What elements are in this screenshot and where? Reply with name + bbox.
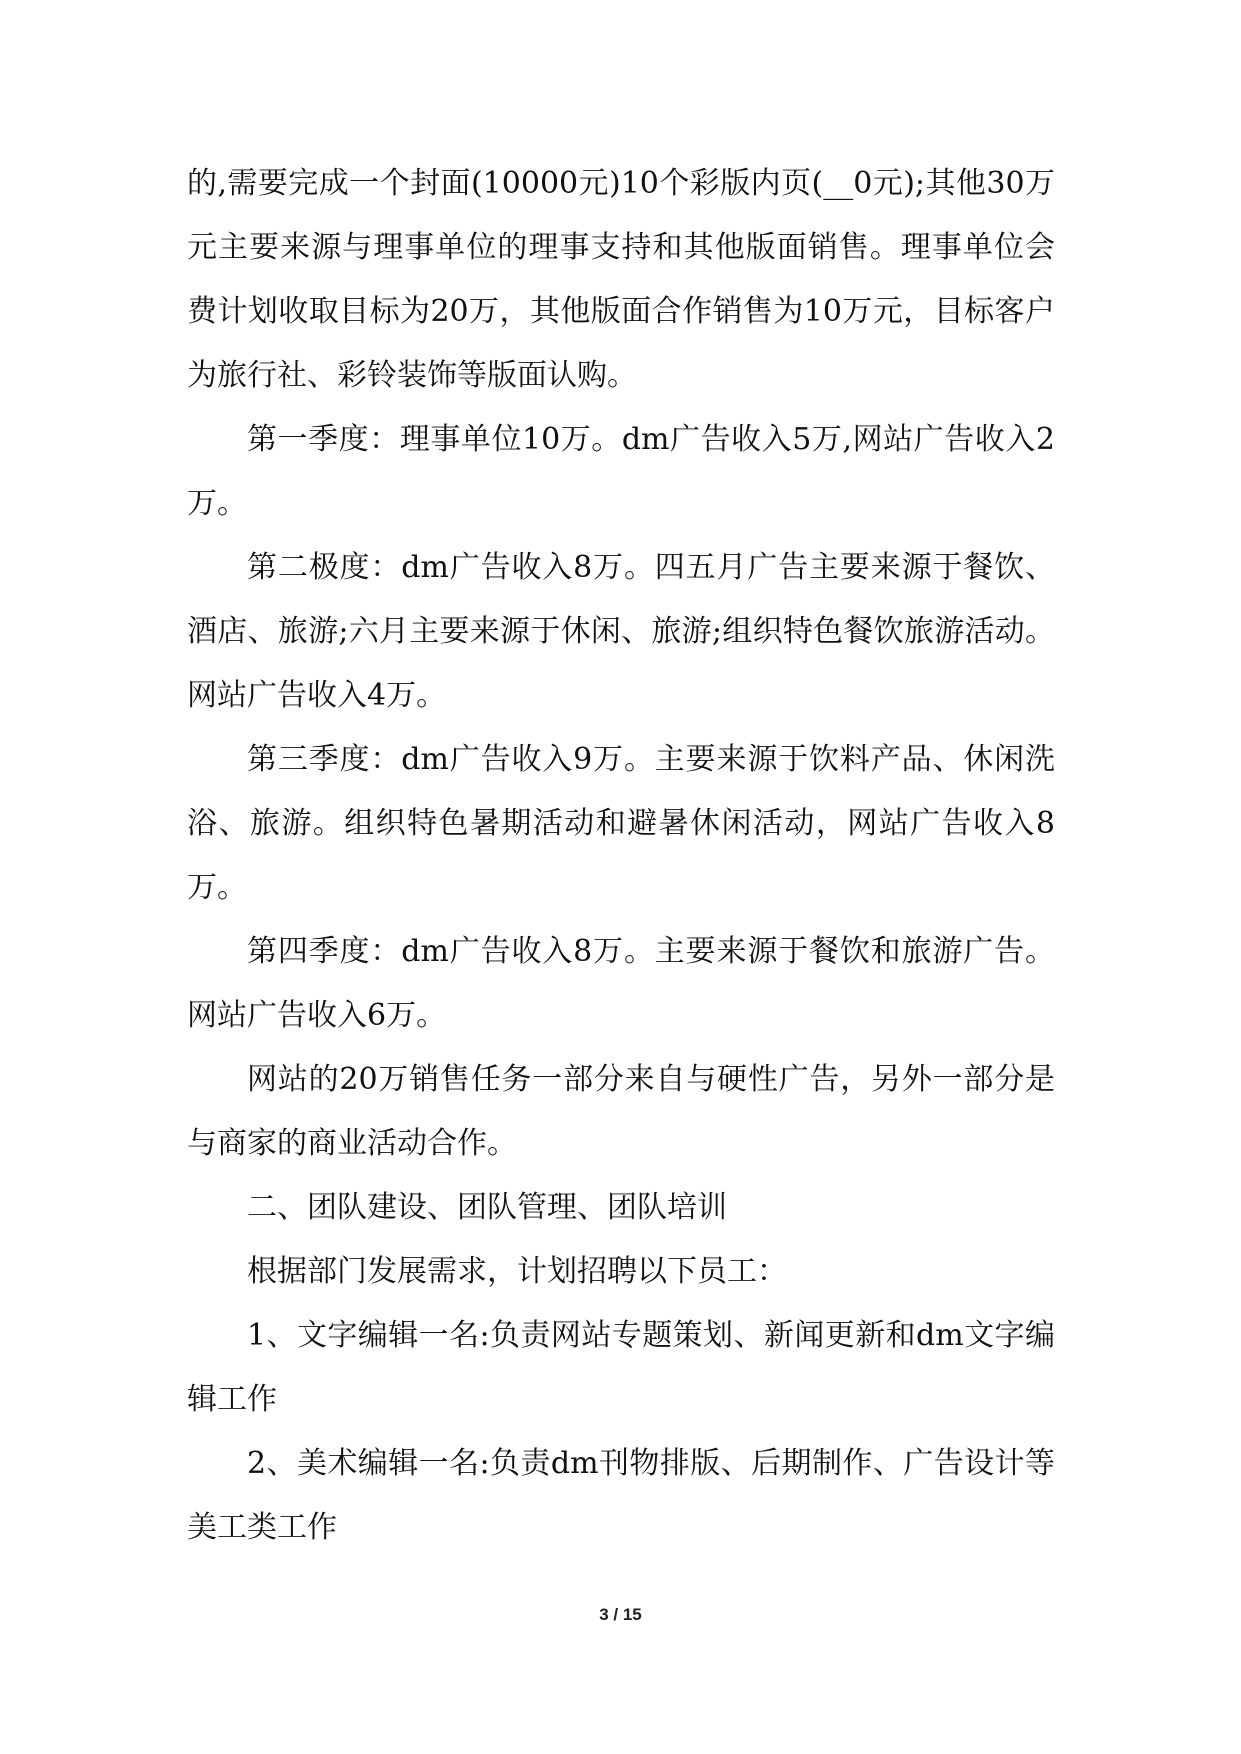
paragraph-website-sales: 网站的20万销售任务一部分来自与硬性广告，另外一部分是与商家的商业活动合作。	[187, 1062, 1055, 1161]
section-heading-team: 二、团队建设、团队管理、团队培训	[247, 1190, 727, 1225]
paragraph-q1: 第一季度：理事单位10万。dm广告收入5万,网站广告收入2万。	[187, 422, 1055, 521]
paragraph-q3: 第三季度：dm广告收入9万。主要来源于饮料产品、休闲洗浴、旅游。组织特色暑期活动和避暑休闲活动，网站广告收入8万。	[187, 742, 1055, 905]
page-number: 3 / 15	[599, 1605, 642, 1624]
paragraph-q2: 第二极度：dm广告收入8万。四五月广告主要来源于餐饮、酒店、旅游;六月主要来源于休闲、旅游;组织特色餐饮旅游活动。网站广告收入4万。	[187, 550, 1055, 713]
paragraph-budget-sources: 的,需要完成一个封面(10000元)10个彩版内页(__0元);其他30万元主要来源与理事单位的理事支持和其他版面销售。理事单位会费计划收取目标为20万，其他版面合作销售为10万元，目标客户为旅行社、彩铃装饰等版面认购。	[187, 166, 1055, 393]
list-item-text-editor: 1、文字编辑一名:负责网站专题策划、新闻更新和dm文字编辑工作	[187, 1318, 1055, 1417]
paragraph-hiring-intro: 根据部门发展需求，计划招聘以下员工：	[247, 1254, 787, 1289]
document-body	[187, 152, 1055, 1560]
list-item-art-editor: 2、美术编辑一名:负责dm刊物排版、后期制作、广告设计等美工类工作	[187, 1446, 1055, 1545]
paragraph-q4: 第四季度：dm广告收入8万。主要来源于餐饮和旅游广告。网站广告收入6万。	[187, 934, 1055, 1033]
